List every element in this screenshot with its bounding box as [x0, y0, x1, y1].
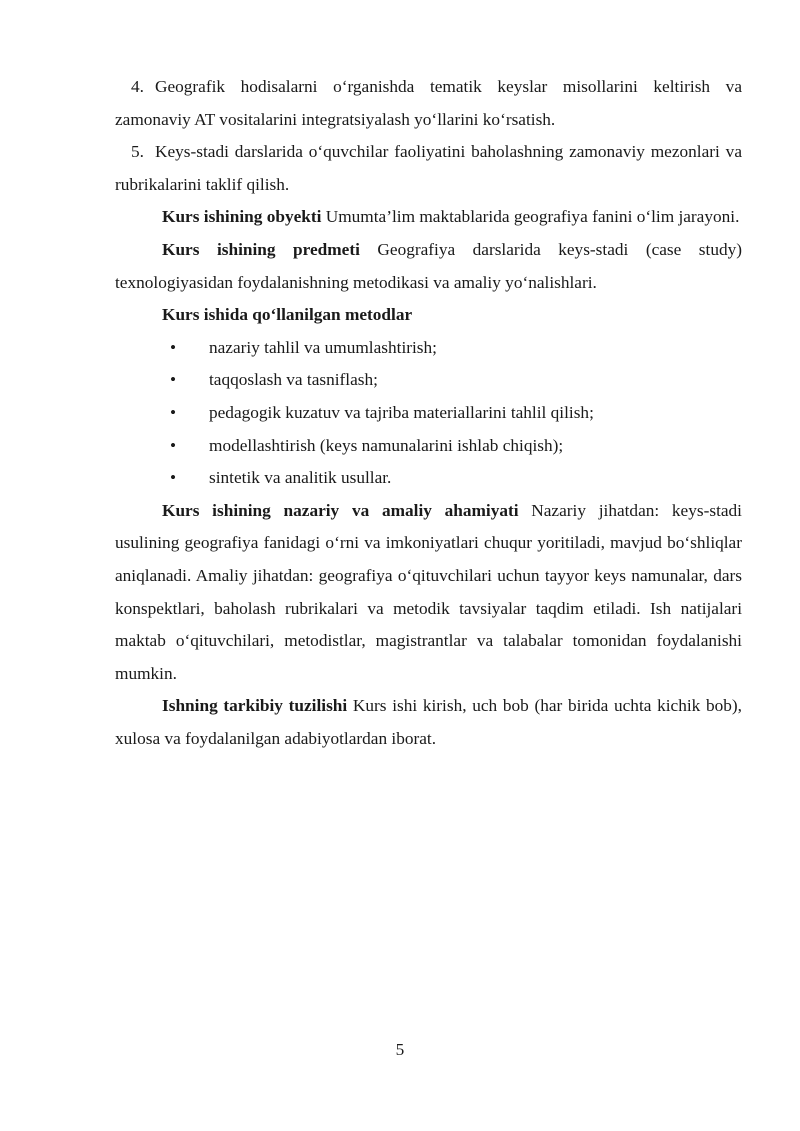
object-label: Kurs ishining obyekti: [162, 207, 322, 227]
numbered-item-4: [115, 71, 742, 136]
bullet-icon: •: [170, 402, 177, 422]
methods-list: [115, 332, 742, 495]
list-item: [115, 430, 742, 463]
bullet-icon: •: [170, 468, 177, 488]
list-item-text: taqqoslash va tasniflash;: [209, 370, 378, 390]
structure-label: Ishning tarkibiy tuzilishi: [162, 696, 348, 716]
methods-heading: Kurs ishida qo‘llanilgan metodlar: [162, 305, 413, 325]
page-content: [115, 71, 742, 755]
significance-paragraph: [115, 495, 742, 691]
significance-text: Nazariy jihatdan: keys-stadi usulining geografiya fanidagi o‘rni va imkoniyatlari chuqur yoritiladi, mavjud bo‘shliqlar aniqlanadi. Amaliy jihatdan: geografiya o‘qituvchilari uchun tayyor keys namunalar, dars konspektlari, baholash rubrikalari va metodik tavsiyalar taqdim etiladi. Ish natijalari maktab o‘qituvchilari, metodistlar, magistrantlar va talabalar tomonidan foydalanishi mumkin.: [115, 500, 742, 683]
item-text: Keys-stadi darslarida o‘quvchilar faoliyatini baholashning zamonaviy mezonlari va rubrikalarini taklif qilish.: [115, 142, 742, 194]
list-item: [115, 364, 742, 397]
bullet-icon: •: [170, 337, 177, 357]
list-item: [115, 462, 742, 495]
object-text: Umumta’lim maktablarida geografiya fanini o‘lim jarayoni.: [321, 207, 740, 227]
subject-label: Kurs ishining predmeti: [162, 239, 360, 259]
list-item-text: pedagogik kuzatuv va tajriba materiallarini tahlil qilish;: [209, 402, 594, 422]
object-paragraph: [115, 201, 742, 234]
subject-paragraph: [115, 234, 742, 299]
list-item: [115, 397, 742, 430]
list-item-text: sintetik va analitik usullar.: [209, 468, 392, 488]
structure-paragraph: [115, 690, 742, 755]
item-text: Geografik hodisalarni o‘rganishda tematik keyslar misollarini keltirish va zamonaviy AT vositalarini integratsiyalash yo‘llarini ko‘rsatish.: [115, 77, 742, 129]
subject-text: Geografiya darslarida keys-stadi (case study) texnologiyasidan foydalanishning metodikasi va amaliy yo‘nalishlari.: [115, 239, 742, 292]
list-item: [115, 332, 742, 365]
numbered-item-5: [115, 136, 742, 201]
list-item-text: modellashtirish (keys namunalarini ishlab chiqish);: [209, 435, 564, 455]
bullet-icon: •: [170, 370, 177, 390]
list-item-text: nazariy tahlil va umumlashtirish;: [209, 337, 437, 357]
bullet-icon: •: [170, 435, 177, 455]
structure-text: Kurs ishi kirish, uch bob (har birida uchta kichik bob), xulosa va foydalanilgan adabiyotlardan iborat.: [115, 696, 742, 748]
significance-label: Kurs ishining nazariy va amaliy ahamiyati: [162, 500, 519, 520]
page-number: 5: [395, 1040, 405, 1059]
item-number: 5.: [131, 142, 144, 162]
item-number: 4.: [131, 77, 144, 96]
